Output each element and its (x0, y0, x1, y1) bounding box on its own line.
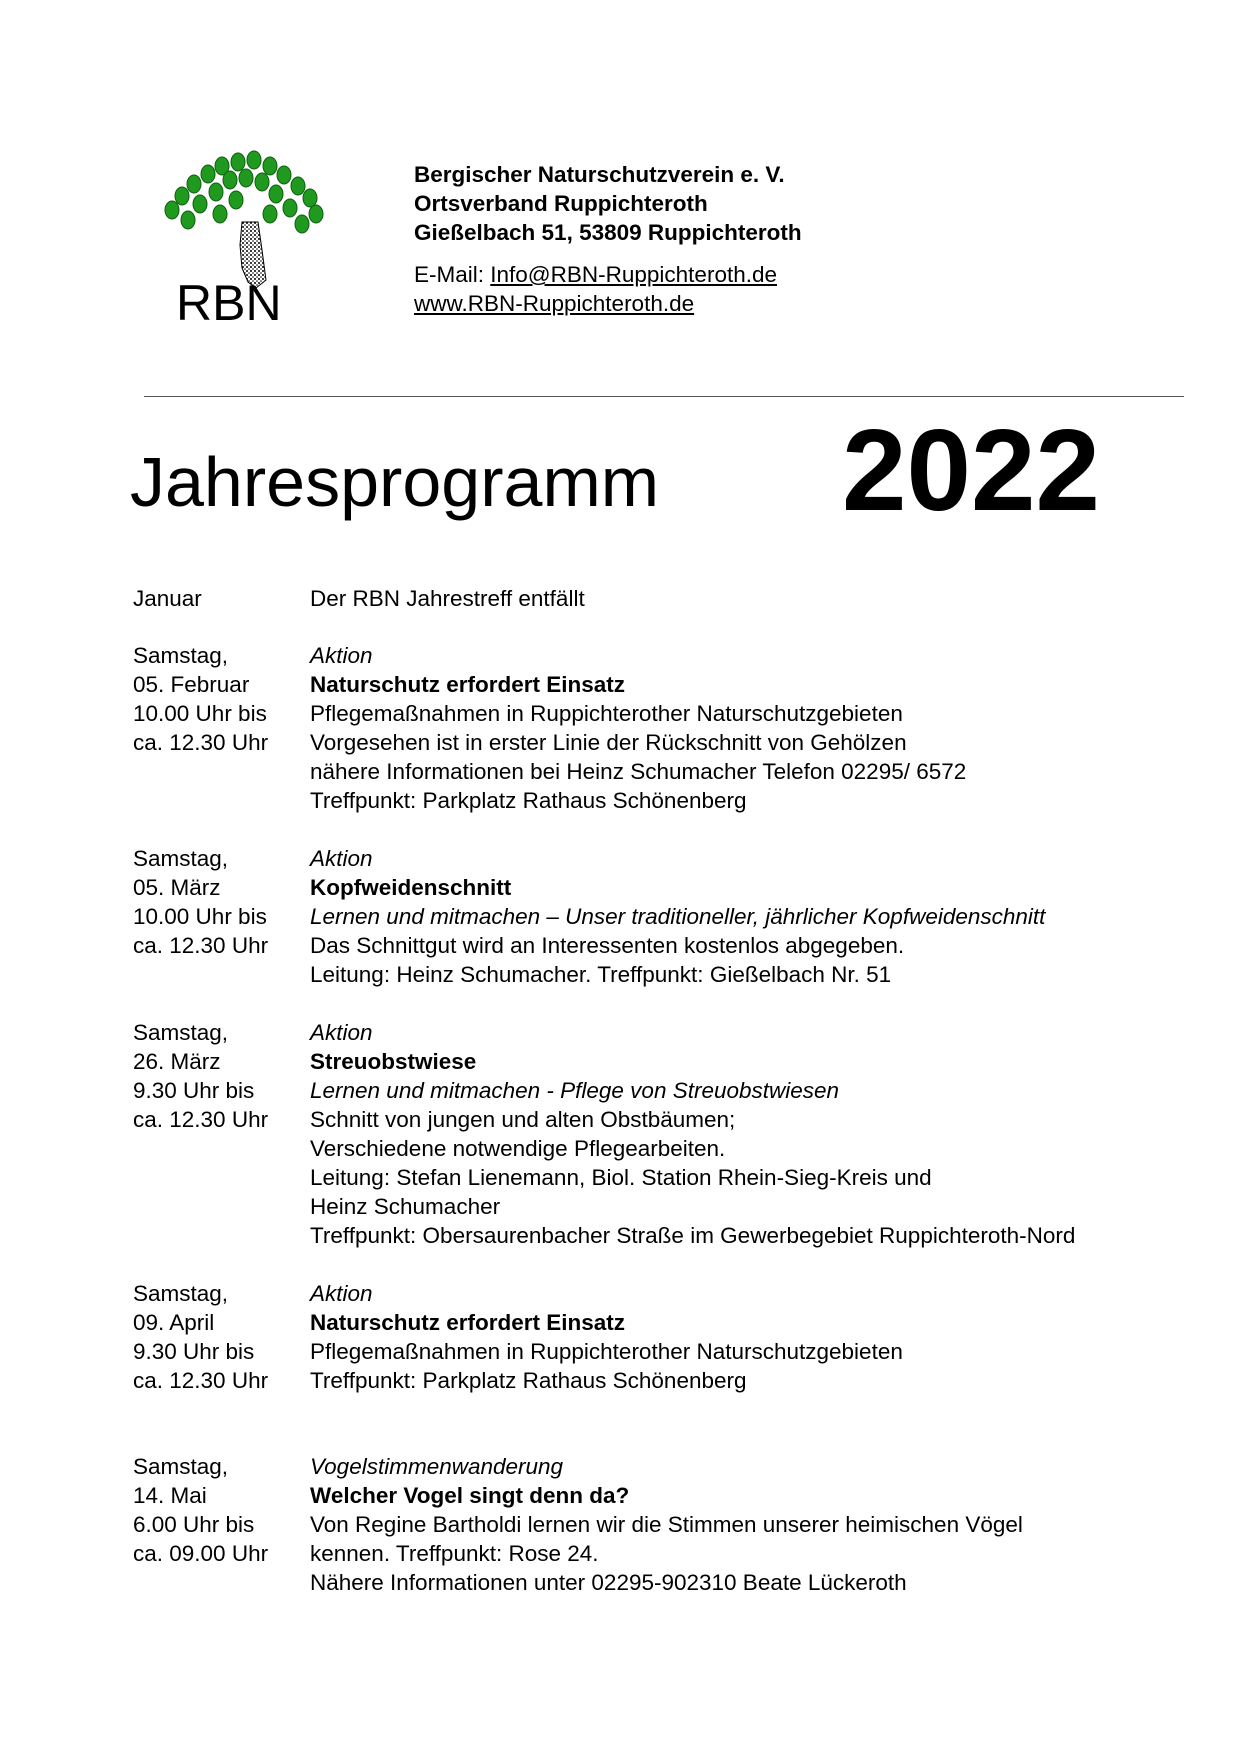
event-text: Der RBN Jahrestreff entfällt (310, 586, 585, 611)
event-type: Aktion (310, 1020, 373, 1045)
date-line: 9.30 Uhr bis (133, 1339, 255, 1364)
header-divider (144, 396, 1184, 397)
event-item (133, 584, 1213, 613)
event-item (133, 641, 1213, 815)
event-body (310, 584, 1213, 613)
date-line: 26. März (133, 1049, 221, 1074)
event-line: Pflegemaßnahmen in Ruppichterother Naturschutzgebieten (310, 701, 903, 726)
event-body (310, 641, 1213, 815)
spacer (133, 989, 1213, 1018)
organization-address (414, 160, 802, 247)
event-body (310, 1018, 1213, 1250)
org-name: Bergischer Naturschutzverein e. V. (414, 162, 785, 187)
date-line: Samstag, (133, 846, 229, 871)
date-line: ca. 12.30 Uhr (133, 1368, 269, 1393)
website-line (414, 289, 777, 318)
date-line: ca. 09.00 Uhr (133, 1541, 269, 1566)
event-date (133, 584, 310, 613)
rbn-logo (150, 150, 330, 325)
event-line: Treffpunkt: Parkplatz Rathaus Schönenberg (310, 788, 747, 813)
spacer (133, 1395, 1213, 1452)
event-line: Pflegemaßnahmen in Ruppichterother Naturschutzgebieten (310, 1339, 903, 1364)
event-body (310, 844, 1213, 989)
logo-text: RBN (176, 275, 282, 325)
event-date (133, 1452, 310, 1597)
date-line: Samstag, (133, 1281, 229, 1306)
date-line: 10.00 Uhr bis (133, 904, 267, 929)
date-line: 9.30 Uhr bis (133, 1078, 255, 1103)
event-line: Von Regine Bartholdi lernen wir die Stimmen unserer heimischen Vögel (310, 1512, 1023, 1537)
event-type: Aktion (310, 1281, 373, 1306)
date-line: 09. April (133, 1310, 215, 1335)
date-line: Samstag, (133, 1020, 229, 1045)
event-item (133, 1018, 1213, 1250)
date-line: Januar (133, 586, 202, 611)
date-line: 6.00 Uhr bis (133, 1512, 255, 1537)
date-line: 10.00 Uhr bis (133, 701, 267, 726)
event-date (133, 1279, 310, 1395)
event-line: Treffpunkt: Obersaurenbacher Straße im Gewerbegebiet Ruppichteroth-Nord (310, 1223, 1076, 1248)
event-line: nähere Informationen bei Heinz Schumacher Telefon 02295/ 6572 (310, 759, 967, 784)
event-name: Welcher Vogel singt denn da? (310, 1483, 630, 1508)
event-name: Naturschutz erfordert Einsatz (310, 672, 626, 697)
website-link[interactable]: www.RBN-Ruppichteroth.de (414, 291, 695, 316)
event-date (133, 641, 310, 815)
date-line: Samstag, (133, 643, 229, 668)
event-subtitle: Lernen und mitmachen - Pflege von Streuobstwiesen (310, 1078, 840, 1103)
spacer (133, 815, 1213, 844)
event-line: Treffpunkt: Parkplatz Rathaus Schönenberg (310, 1368, 747, 1393)
date-line: ca. 12.30 Uhr (133, 933, 269, 958)
email-label: E-Mail: (414, 262, 491, 287)
email-line (414, 260, 777, 289)
event-line: Nähere Informationen unter 02295-902310 Beate Lückeroth (310, 1570, 907, 1595)
event-list (133, 584, 1213, 1597)
event-item (133, 1452, 1213, 1597)
date-line: ca. 12.30 Uhr (133, 1107, 269, 1132)
email-link[interactable]: Info@RBN-Ruppichteroth.de (490, 262, 777, 287)
contact-block (414, 260, 777, 318)
event-line: Leitung: Heinz Schumacher. Treffpunkt: Gießelbach Nr. 51 (310, 962, 892, 987)
event-name: Kopfweidenschnitt (310, 875, 512, 900)
event-date (133, 1018, 310, 1250)
event-line: Schnitt von jungen und alten Obstbäumen; (310, 1107, 736, 1132)
event-item (133, 1279, 1213, 1395)
event-body (310, 1452, 1213, 1597)
event-name: Naturschutz erfordert Einsatz (310, 1310, 626, 1335)
event-body (310, 1279, 1213, 1395)
event-line: Verschiedene notwendige Pflegearbeiten. (310, 1136, 726, 1161)
event-type: Aktion (310, 846, 373, 871)
event-line: Vorgesehen ist in erster Linie der Rückschnitt von Gehölzen (310, 730, 907, 755)
event-type: Vogelstimmenwanderung (310, 1454, 564, 1479)
event-date (133, 844, 310, 989)
page-title: Jahresprogramm (130, 443, 660, 521)
date-line: ca. 12.30 Uhr (133, 730, 269, 755)
event-subtitle: Lernen und mitmachen – Unser traditioneller, jährlicher Kopfweidenschnitt (310, 904, 1046, 929)
date-line: 05. März (133, 875, 221, 900)
spacer (133, 613, 1213, 641)
date-line: 14. Mai (133, 1483, 207, 1508)
event-line: Heinz Schumacher (310, 1194, 501, 1219)
page-year: 2022 (842, 405, 1101, 535)
spacer (133, 1250, 1213, 1279)
event-line: Leitung: Stefan Lienemann, Biol. Station Rhein-Sieg-Kreis und (310, 1165, 932, 1190)
org-address: Gießelbach 51, 53809 Ruppichteroth (414, 220, 802, 245)
event-item (133, 844, 1213, 989)
event-line: kennen. Treffpunkt: Rose 24. (310, 1541, 599, 1566)
tree-logo-icon (150, 150, 330, 325)
date-line: 05. Februar (133, 672, 250, 697)
date-line: Samstag, (133, 1454, 229, 1479)
event-name: Streuobstwiese (310, 1049, 477, 1074)
event-type: Aktion (310, 643, 373, 668)
org-branch: Ortsverband Ruppichteroth (414, 191, 708, 216)
event-line: Das Schnittgut wird an Interessenten kostenlos abgegeben. (310, 933, 905, 958)
